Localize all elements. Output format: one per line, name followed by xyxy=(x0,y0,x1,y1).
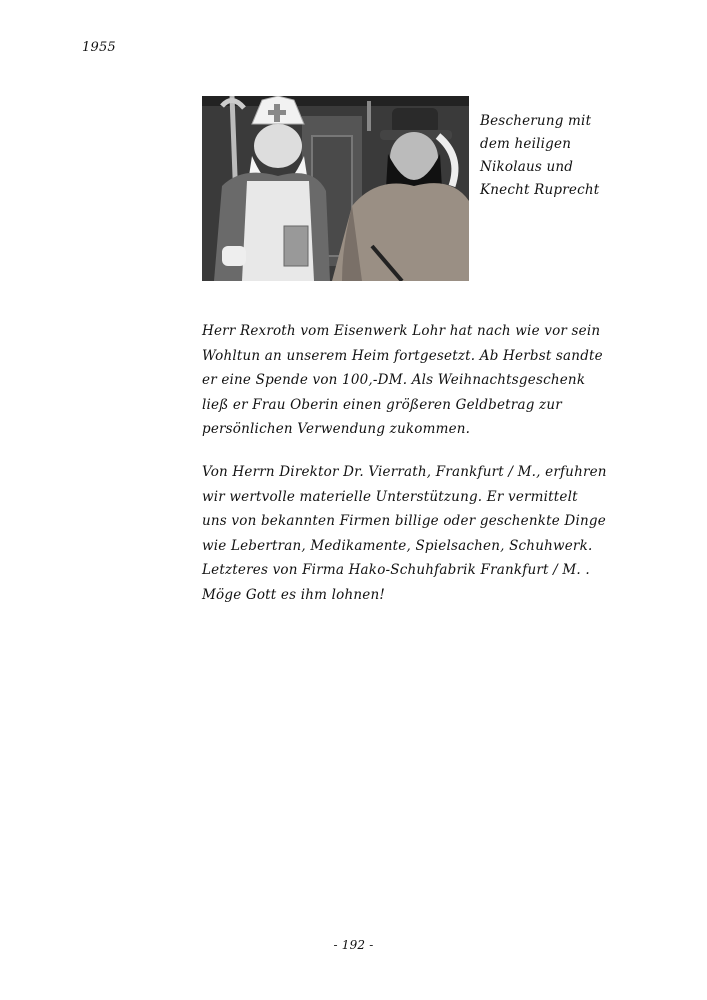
page-year: 1955 xyxy=(82,40,116,55)
text-line: er eine Spende von 100,-DM. Als Weihnachtsgeschenk xyxy=(202,372,586,388)
text-line: ließ er Frau Oberin einen größeren Geldbetrag zur xyxy=(202,396,562,413)
text-line: Letzteres von Firma Hako-Schuhfabrik Frankfurt / M. . xyxy=(202,562,590,578)
caption-line: Knecht Ruprecht xyxy=(480,182,600,198)
text-line: Wohltun an unserem Heim fortgesetzt. Ab Herbst sandte xyxy=(202,347,603,364)
caption-line: dem heiligen xyxy=(480,136,572,152)
paragraph-vierrath xyxy=(202,460,642,607)
paragraph-rexroth xyxy=(202,319,642,442)
text-line: uns von bekannten Firmen billige oder geschenkte Dinge xyxy=(202,513,606,529)
page-number: - 192 - xyxy=(333,938,374,952)
text-line: wie Lebertran, Medikamente, Spielsachen, Schuhwerk. xyxy=(202,537,593,554)
nikolaus-photo xyxy=(202,96,469,281)
text-line: Von Herrn Direktor Dr. Vierrath, Frankfurt / M., erfuhren xyxy=(202,464,607,480)
text-line: wir wertvolle materielle Unterstützung. Er vermittelt xyxy=(202,488,578,505)
caption-line: Nikolaus und xyxy=(480,159,574,175)
photo-caption xyxy=(480,110,599,202)
text-line: Möge Gott es ihm lohnen! xyxy=(202,586,385,603)
text-line: persönlichen Verwendung zukommen. xyxy=(202,421,471,437)
text-line: Herr Rexroth vom Eisenwerk Lohr hat nach wie vor sein xyxy=(202,323,601,339)
caption-line: Bescherung mit xyxy=(480,113,592,129)
